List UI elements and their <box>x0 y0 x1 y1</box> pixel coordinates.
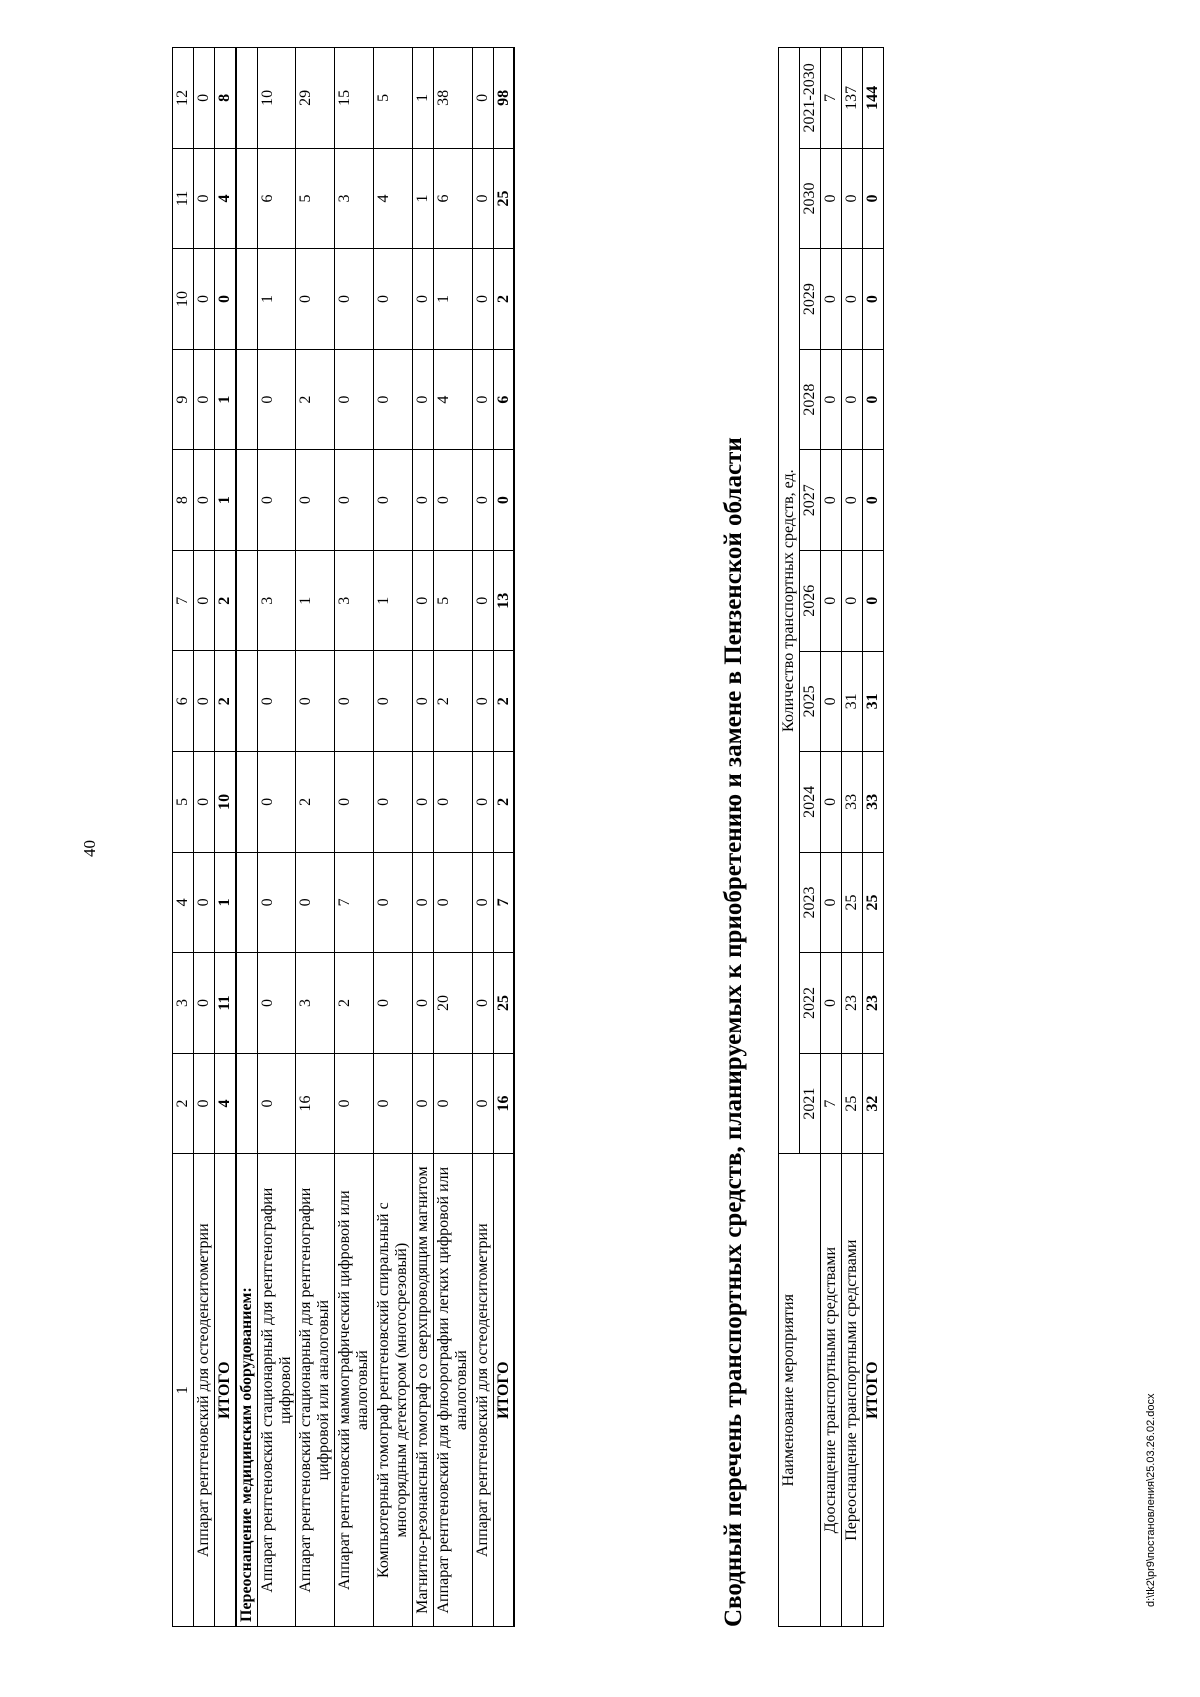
table-cell: 0 <box>433 450 472 551</box>
row-name: ИТОГО <box>862 1154 883 1627</box>
table-cell: 25 <box>493 953 514 1054</box>
table-cell: 0 <box>433 752 472 853</box>
header-cell: 5 <box>173 752 194 853</box>
table-cell: 25 <box>841 1053 862 1154</box>
header-cell: 4 <box>173 852 194 953</box>
table-cell: 15 <box>335 48 374 149</box>
table-cell <box>236 450 257 551</box>
header-cell: 3 <box>173 953 194 1054</box>
table-cell: 0 <box>472 450 493 551</box>
table-cell: 0 <box>820 651 841 752</box>
table-cell: 0 <box>257 852 296 953</box>
table-cell: 0 <box>493 450 514 551</box>
table-cell: 0 <box>820 852 841 953</box>
table-row <box>862 48 883 1627</box>
table-cell: 0 <box>374 852 413 953</box>
table-cell: 0 <box>862 249 883 350</box>
header-cell: 6 <box>173 651 194 752</box>
year-header: 2029 <box>799 249 820 350</box>
table-cell: 0 <box>472 148 493 249</box>
table-cell: 0 <box>335 450 374 551</box>
table-cell: 0 <box>374 752 413 853</box>
row-name: Переоснащение медицинским оборудованием: <box>236 1154 257 1627</box>
table-cell: 5 <box>433 550 472 651</box>
table-cell: 1 <box>412 148 433 249</box>
year-header: 2024 <box>799 752 820 853</box>
table-cell: 0 <box>841 249 862 350</box>
table-cell: 0 <box>841 550 862 651</box>
table-cell: 0 <box>820 953 841 1054</box>
table-cell: 3 <box>335 148 374 249</box>
table-cell: 16 <box>493 1053 514 1154</box>
table-cell: 0 <box>433 1053 472 1154</box>
col-name-header: Наименование мероприятия <box>779 1154 821 1627</box>
table-cell: 0 <box>412 349 433 450</box>
table-cell: 0 <box>862 450 883 551</box>
table-cell: 0 <box>193 148 214 249</box>
row-name: Дооснащение транспортными средствами <box>820 1154 841 1627</box>
table-cell: 0 <box>374 249 413 350</box>
table-cell: 25 <box>493 148 514 249</box>
year-header: 2027 <box>799 450 820 551</box>
table-row <box>296 48 335 1627</box>
table-cell <box>236 953 257 1054</box>
table-cell: 0 <box>820 148 841 249</box>
table-cell: 0 <box>214 249 235 350</box>
table-cell: 6 <box>433 148 472 249</box>
row-name: Аппарат рентгеновский стационарный для рентгенографии цифровой или аналоговый <box>296 1154 335 1627</box>
table-cell: 98 <box>493 48 514 149</box>
year-header: 2022 <box>799 953 820 1054</box>
table-cell: 2 <box>214 651 235 752</box>
file-path-footer: d:\tk2\pr9\постановления\25.03.26.02.docx <box>1145 1393 1157 1607</box>
header-cell: 8 <box>173 450 194 551</box>
table-cell: 31 <box>862 651 883 752</box>
table-cell: 20 <box>433 953 472 1054</box>
table-cell: 7 <box>493 852 514 953</box>
table-cell: 0 <box>374 651 413 752</box>
table-header-row <box>779 48 800 1627</box>
table-cell: 144 <box>862 48 883 149</box>
table-cell: 1 <box>257 249 296 350</box>
table-cell: 0 <box>193 953 214 1054</box>
row-name: Аппарат рентгеновский маммографический цифровой или аналоговый <box>335 1154 374 1627</box>
table-cell: 5 <box>296 148 335 249</box>
header-cell: 12 <box>173 48 194 149</box>
table-cell: 2 <box>296 752 335 853</box>
table-cell: 0 <box>257 651 296 752</box>
table-cell: 1 <box>214 450 235 551</box>
table-cell: 0 <box>412 249 433 350</box>
year-header: 2023 <box>799 852 820 953</box>
table-cell: 6 <box>493 349 514 450</box>
row-name: Компьютерный томограф рентгеновский спиральный с многорядным детектором (многосрезовый) <box>374 1154 413 1627</box>
table-cell <box>236 752 257 853</box>
table-cell: 0 <box>257 450 296 551</box>
row-name: Переоснащение транспортными средствами <box>841 1154 862 1627</box>
table-cell <box>236 148 257 249</box>
table-cell: 0 <box>472 550 493 651</box>
table-cell: 16 <box>296 1053 335 1154</box>
header-cell: 7 <box>173 550 194 651</box>
table-cell: 0 <box>820 249 841 350</box>
table-cell: 3 <box>257 550 296 651</box>
table-cell: 0 <box>335 249 374 350</box>
table-cell: 2 <box>433 651 472 752</box>
table-cell: 0 <box>257 1053 296 1154</box>
table-cell: 0 <box>820 752 841 853</box>
table-cell: 0 <box>412 1053 433 1154</box>
table-row <box>820 48 841 1627</box>
table-cell: 25 <box>841 852 862 953</box>
table-cell: 0 <box>472 752 493 853</box>
year-header: 2021 <box>799 1053 820 1154</box>
table-cell: 2 <box>493 752 514 853</box>
table-cell: 0 <box>193 349 214 450</box>
table-cell: 0 <box>820 550 841 651</box>
table-cell: 23 <box>841 953 862 1054</box>
table-cell: 7 <box>820 48 841 149</box>
transport-heading: Сводный перечень транспортных средств, планируемых к приобретению и замене в Пензенской области <box>720 437 747 1627</box>
table-cell: 10 <box>257 48 296 149</box>
table-cell: 23 <box>862 953 883 1054</box>
table-row <box>214 48 235 1627</box>
table-cell: 0 <box>412 953 433 1054</box>
table-cell: 32 <box>862 1053 883 1154</box>
table-cell: 2 <box>493 249 514 350</box>
table-cell: 0 <box>841 450 862 551</box>
table-cell: 0 <box>335 752 374 853</box>
table-cell: 6 <box>257 148 296 249</box>
table-cell: 0 <box>193 651 214 752</box>
table-header-row <box>173 48 194 1627</box>
table-cell: 0 <box>374 450 413 551</box>
table-cell: 0 <box>193 550 214 651</box>
header-cell: 10 <box>173 249 194 350</box>
table-cell: 0 <box>193 1053 214 1154</box>
table-cell: 1 <box>412 48 433 149</box>
table-cell: 0 <box>335 1053 374 1154</box>
table-row <box>193 48 214 1627</box>
table-row <box>412 48 433 1627</box>
table-cell: 25 <box>862 852 883 953</box>
table-cell: 0 <box>335 349 374 450</box>
row-name: ИТОГО <box>493 1154 514 1627</box>
table-cell: 7 <box>820 1053 841 1154</box>
table-cell: 0 <box>412 651 433 752</box>
table-cell: 0 <box>862 148 883 249</box>
table-cell: 1 <box>433 249 472 350</box>
table-cell <box>236 249 257 350</box>
table-cell: 0 <box>257 752 296 853</box>
table-cell: 8 <box>214 48 235 149</box>
table-cell: 0 <box>472 953 493 1054</box>
table-cell: 13 <box>493 550 514 651</box>
table-cell: 3 <box>335 550 374 651</box>
header-cell: 11 <box>173 148 194 249</box>
table-cell: 0 <box>862 349 883 450</box>
table-row <box>472 48 493 1627</box>
table-cell: 5 <box>374 48 413 149</box>
row-name: Аппарат рентгеновский для остеоденситометрии <box>472 1154 493 1627</box>
table-cell: 0 <box>193 852 214 953</box>
row-name: Магнитно-резонансный томограф со сверхпроводящим магнитом <box>412 1154 433 1627</box>
table-row <box>493 48 514 1627</box>
table-row <box>841 48 862 1627</box>
table-cell <box>236 651 257 752</box>
table-cell: 1 <box>214 349 235 450</box>
table-cell: 0 <box>841 349 862 450</box>
row-name: ИТОГО <box>214 1154 235 1627</box>
table-cell: 0 <box>193 48 214 149</box>
table-cell: 2 <box>335 953 374 1054</box>
table-cell: 0 <box>296 852 335 953</box>
table-cell: 0 <box>193 752 214 853</box>
table-cell: 0 <box>412 852 433 953</box>
table-cell: 0 <box>472 1053 493 1154</box>
table-cell: 4 <box>433 349 472 450</box>
table-cell: 1 <box>214 852 235 953</box>
table-cell: 2 <box>296 349 335 450</box>
table-cell: 33 <box>862 752 883 853</box>
table-cell: 0 <box>820 450 841 551</box>
table-cell: 0 <box>257 349 296 450</box>
year-header: 2025 <box>799 651 820 752</box>
table-cell: 137 <box>841 48 862 149</box>
table-cell: 1 <box>374 550 413 651</box>
transport-table <box>778 47 884 1627</box>
table-cell: 29 <box>296 48 335 149</box>
table-cell <box>236 48 257 149</box>
header-cell: 1 <box>173 1154 194 1627</box>
table-cell: 31 <box>841 651 862 752</box>
table-cell: 0 <box>296 249 335 350</box>
table-cell: 0 <box>374 953 413 1054</box>
table-row <box>236 48 257 1627</box>
table-row <box>433 48 472 1627</box>
table-cell: 3 <box>296 953 335 1054</box>
table-cell: 0 <box>820 349 841 450</box>
table-cell: 0 <box>412 550 433 651</box>
table-cell: 0 <box>841 148 862 249</box>
table-cell <box>236 550 257 651</box>
table-cell: 2 <box>214 550 235 651</box>
table-cell: 0 <box>412 450 433 551</box>
table-cell: 0 <box>472 249 493 350</box>
table-row <box>335 48 374 1627</box>
group-header: Количество транспортных средств, ед. <box>779 48 800 1154</box>
equipment-table <box>172 47 515 1627</box>
table-row <box>257 48 296 1627</box>
table-cell: 0 <box>296 450 335 551</box>
table-cell: 0 <box>472 48 493 149</box>
table-cell: 7 <box>335 852 374 953</box>
table-cell: 0 <box>374 349 413 450</box>
table-cell: 1 <box>296 550 335 651</box>
table-cell: 0 <box>472 651 493 752</box>
year-header: 2028 <box>799 349 820 450</box>
table-row <box>374 48 413 1627</box>
table-cell: 0 <box>335 651 374 752</box>
table-cell: 10 <box>214 752 235 853</box>
table-cell: 11 <box>214 953 235 1054</box>
table-cell: 4 <box>214 148 235 249</box>
table-cell: 38 <box>433 48 472 149</box>
table-cell: 0 <box>257 953 296 1054</box>
table-cell: 2 <box>493 651 514 752</box>
row-name: Аппарат рентгеновский для остеоденситометрии <box>193 1154 214 1627</box>
table-cell: 0 <box>862 550 883 651</box>
year-header: 2026 <box>799 550 820 651</box>
row-name: Аппарат рентгеновский стационарный для рентгенографии цифровой <box>257 1154 296 1627</box>
header-cell: 9 <box>173 349 194 450</box>
page-number: 40 <box>80 840 99 857</box>
header-cell: 2 <box>173 1053 194 1154</box>
table-cell <box>236 1053 257 1154</box>
table-cell: 0 <box>433 852 472 953</box>
table-cell <box>236 852 257 953</box>
year-header: 2030 <box>799 148 820 249</box>
table-cell: 0 <box>374 1053 413 1154</box>
table-cell: 0 <box>193 450 214 551</box>
table-cell: 0 <box>472 852 493 953</box>
table-cell: 0 <box>296 651 335 752</box>
table-cell: 0 <box>193 249 214 350</box>
table-cell: 33 <box>841 752 862 853</box>
table-cell: 4 <box>214 1053 235 1154</box>
table-cell: 0 <box>472 349 493 450</box>
table-cell: 4 <box>374 148 413 249</box>
row-name: Аппарат рентгеновский для флюорографии легких цифровой или аналоговый <box>433 1154 472 1627</box>
year-header: 2021-2030 <box>799 48 820 149</box>
table-cell <box>236 349 257 450</box>
table-cell: 0 <box>412 752 433 853</box>
